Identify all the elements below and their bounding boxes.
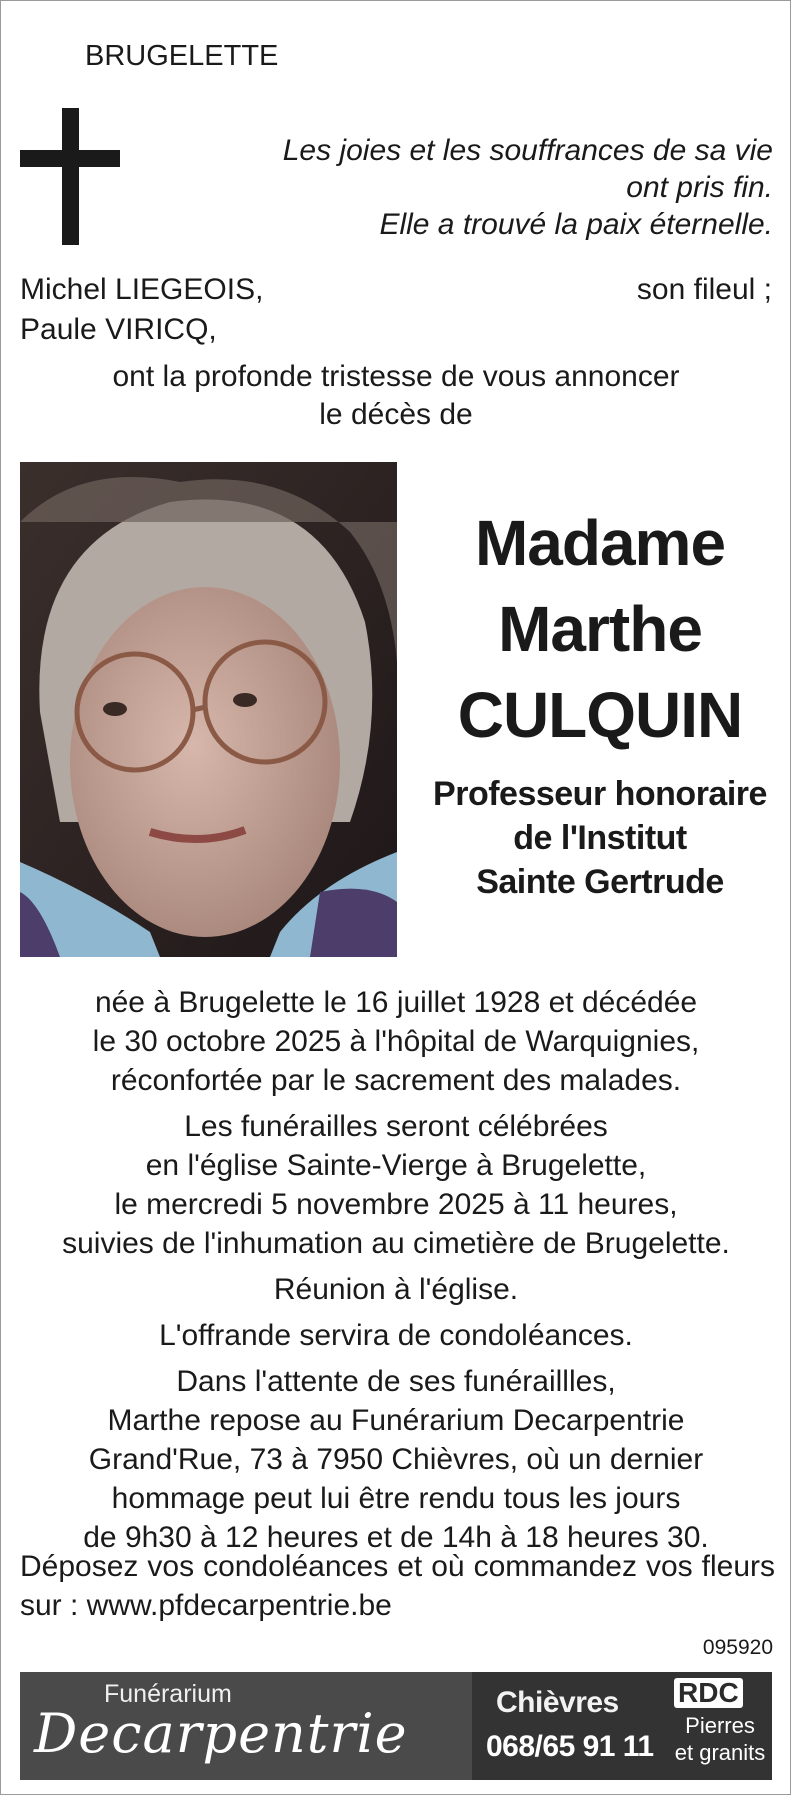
title-line: de l'Institut bbox=[513, 819, 687, 857]
body-line: suivies de l'inhumation au cimetière de Brugelette. bbox=[62, 1227, 730, 1260]
quote-line: Les joies et les souffrances de sa vie bbox=[282, 134, 773, 167]
deceased-title bbox=[415, 772, 785, 904]
birth-death-paragraph bbox=[14, 983, 778, 1100]
body-line: le mercredi 5 novembre 2025 à 11 heures, bbox=[114, 1188, 678, 1221]
funeral-paragraph bbox=[14, 1107, 778, 1263]
family-member-name: Michel LIEGEOIS, bbox=[20, 273, 264, 306]
body-line: en l'église Sainte-Vierge à Brugelette, bbox=[145, 1149, 647, 1182]
memorial-quote bbox=[173, 132, 773, 243]
condolences-paragraph: Déposez vos condoléances et où commandez vos fleurs sur : www.pfdecarpentrie.be bbox=[20, 1550, 775, 1622]
name-line: Madame bbox=[474, 507, 726, 579]
family-list bbox=[20, 270, 772, 350]
banner-company-name: Decarpentrie bbox=[34, 1702, 408, 1765]
family-member-name: Paule VIRICQ, bbox=[20, 313, 217, 346]
stone-line: et granits bbox=[674, 1740, 766, 1765]
cross-icon-bar bbox=[20, 150, 120, 167]
body-line: le 30 octobre 2025 à l'hôpital de Warquignies, bbox=[92, 1025, 700, 1058]
body-line: Grand'Rue, 73 à 7950 Chièvres, où un dernier bbox=[88, 1443, 704, 1476]
deceased-name bbox=[420, 500, 780, 758]
body-line: hommage peut lui être rendu tous les jours bbox=[111, 1482, 681, 1515]
funeral-home-banner bbox=[20, 1672, 772, 1780]
announce-line: le décès de bbox=[319, 398, 473, 431]
portrait-photo bbox=[20, 462, 397, 957]
banner-subtitle: Funérarium bbox=[104, 1680, 232, 1708]
name-line: CULQUIN bbox=[457, 679, 743, 751]
banner-city: Chièvres bbox=[496, 1686, 619, 1719]
body-line: réconfortée par le sacrement des malades. bbox=[110, 1064, 682, 1097]
body-line: née à Brugelette le 16 juillet 1928 et décédée bbox=[94, 986, 698, 1019]
quote-line: Elle a trouvé la paix éternelle. bbox=[379, 208, 773, 241]
announce-line: ont la profonde tristesse de vous annoncer bbox=[112, 360, 680, 393]
cross-icon bbox=[62, 108, 79, 245]
quote-line: ont pris fin. bbox=[626, 171, 773, 204]
body-line: Dans l'attente de ses funéraillles, bbox=[176, 1365, 616, 1398]
body-line: Marthe repose au Funérarium Decarpentrie bbox=[107, 1404, 685, 1437]
body-line: Les funérailles seront célébrées bbox=[184, 1110, 608, 1143]
offering-paragraph: L'offrande servira de condoléances. bbox=[159, 1319, 633, 1352]
obituary-body bbox=[14, 983, 778, 1564]
viewing-paragraph bbox=[14, 1362, 778, 1557]
reference-number: 095920 bbox=[702, 1636, 773, 1659]
rdc-logo: RDC bbox=[674, 1678, 743, 1708]
stone-line: Pierres bbox=[685, 1713, 755, 1738]
town-heading: BRUGELETTE bbox=[85, 40, 279, 72]
name-line: Marthe bbox=[498, 593, 702, 665]
meeting-paragraph: Réunion à l'église. bbox=[273, 1273, 519, 1306]
banner-phone: 068/65 91 11 bbox=[486, 1730, 654, 1763]
body-line: de 9h30 à 12 heures et de 14h à 18 heures 30. bbox=[83, 1521, 709, 1554]
title-line: Sainte Gertrude bbox=[476, 863, 724, 901]
title-line: Professeur honoraire bbox=[433, 775, 767, 813]
announcement-text bbox=[20, 358, 772, 434]
banner-stone-services bbox=[672, 1712, 768, 1766]
family-member-relation: son fileul ; bbox=[636, 273, 772, 306]
